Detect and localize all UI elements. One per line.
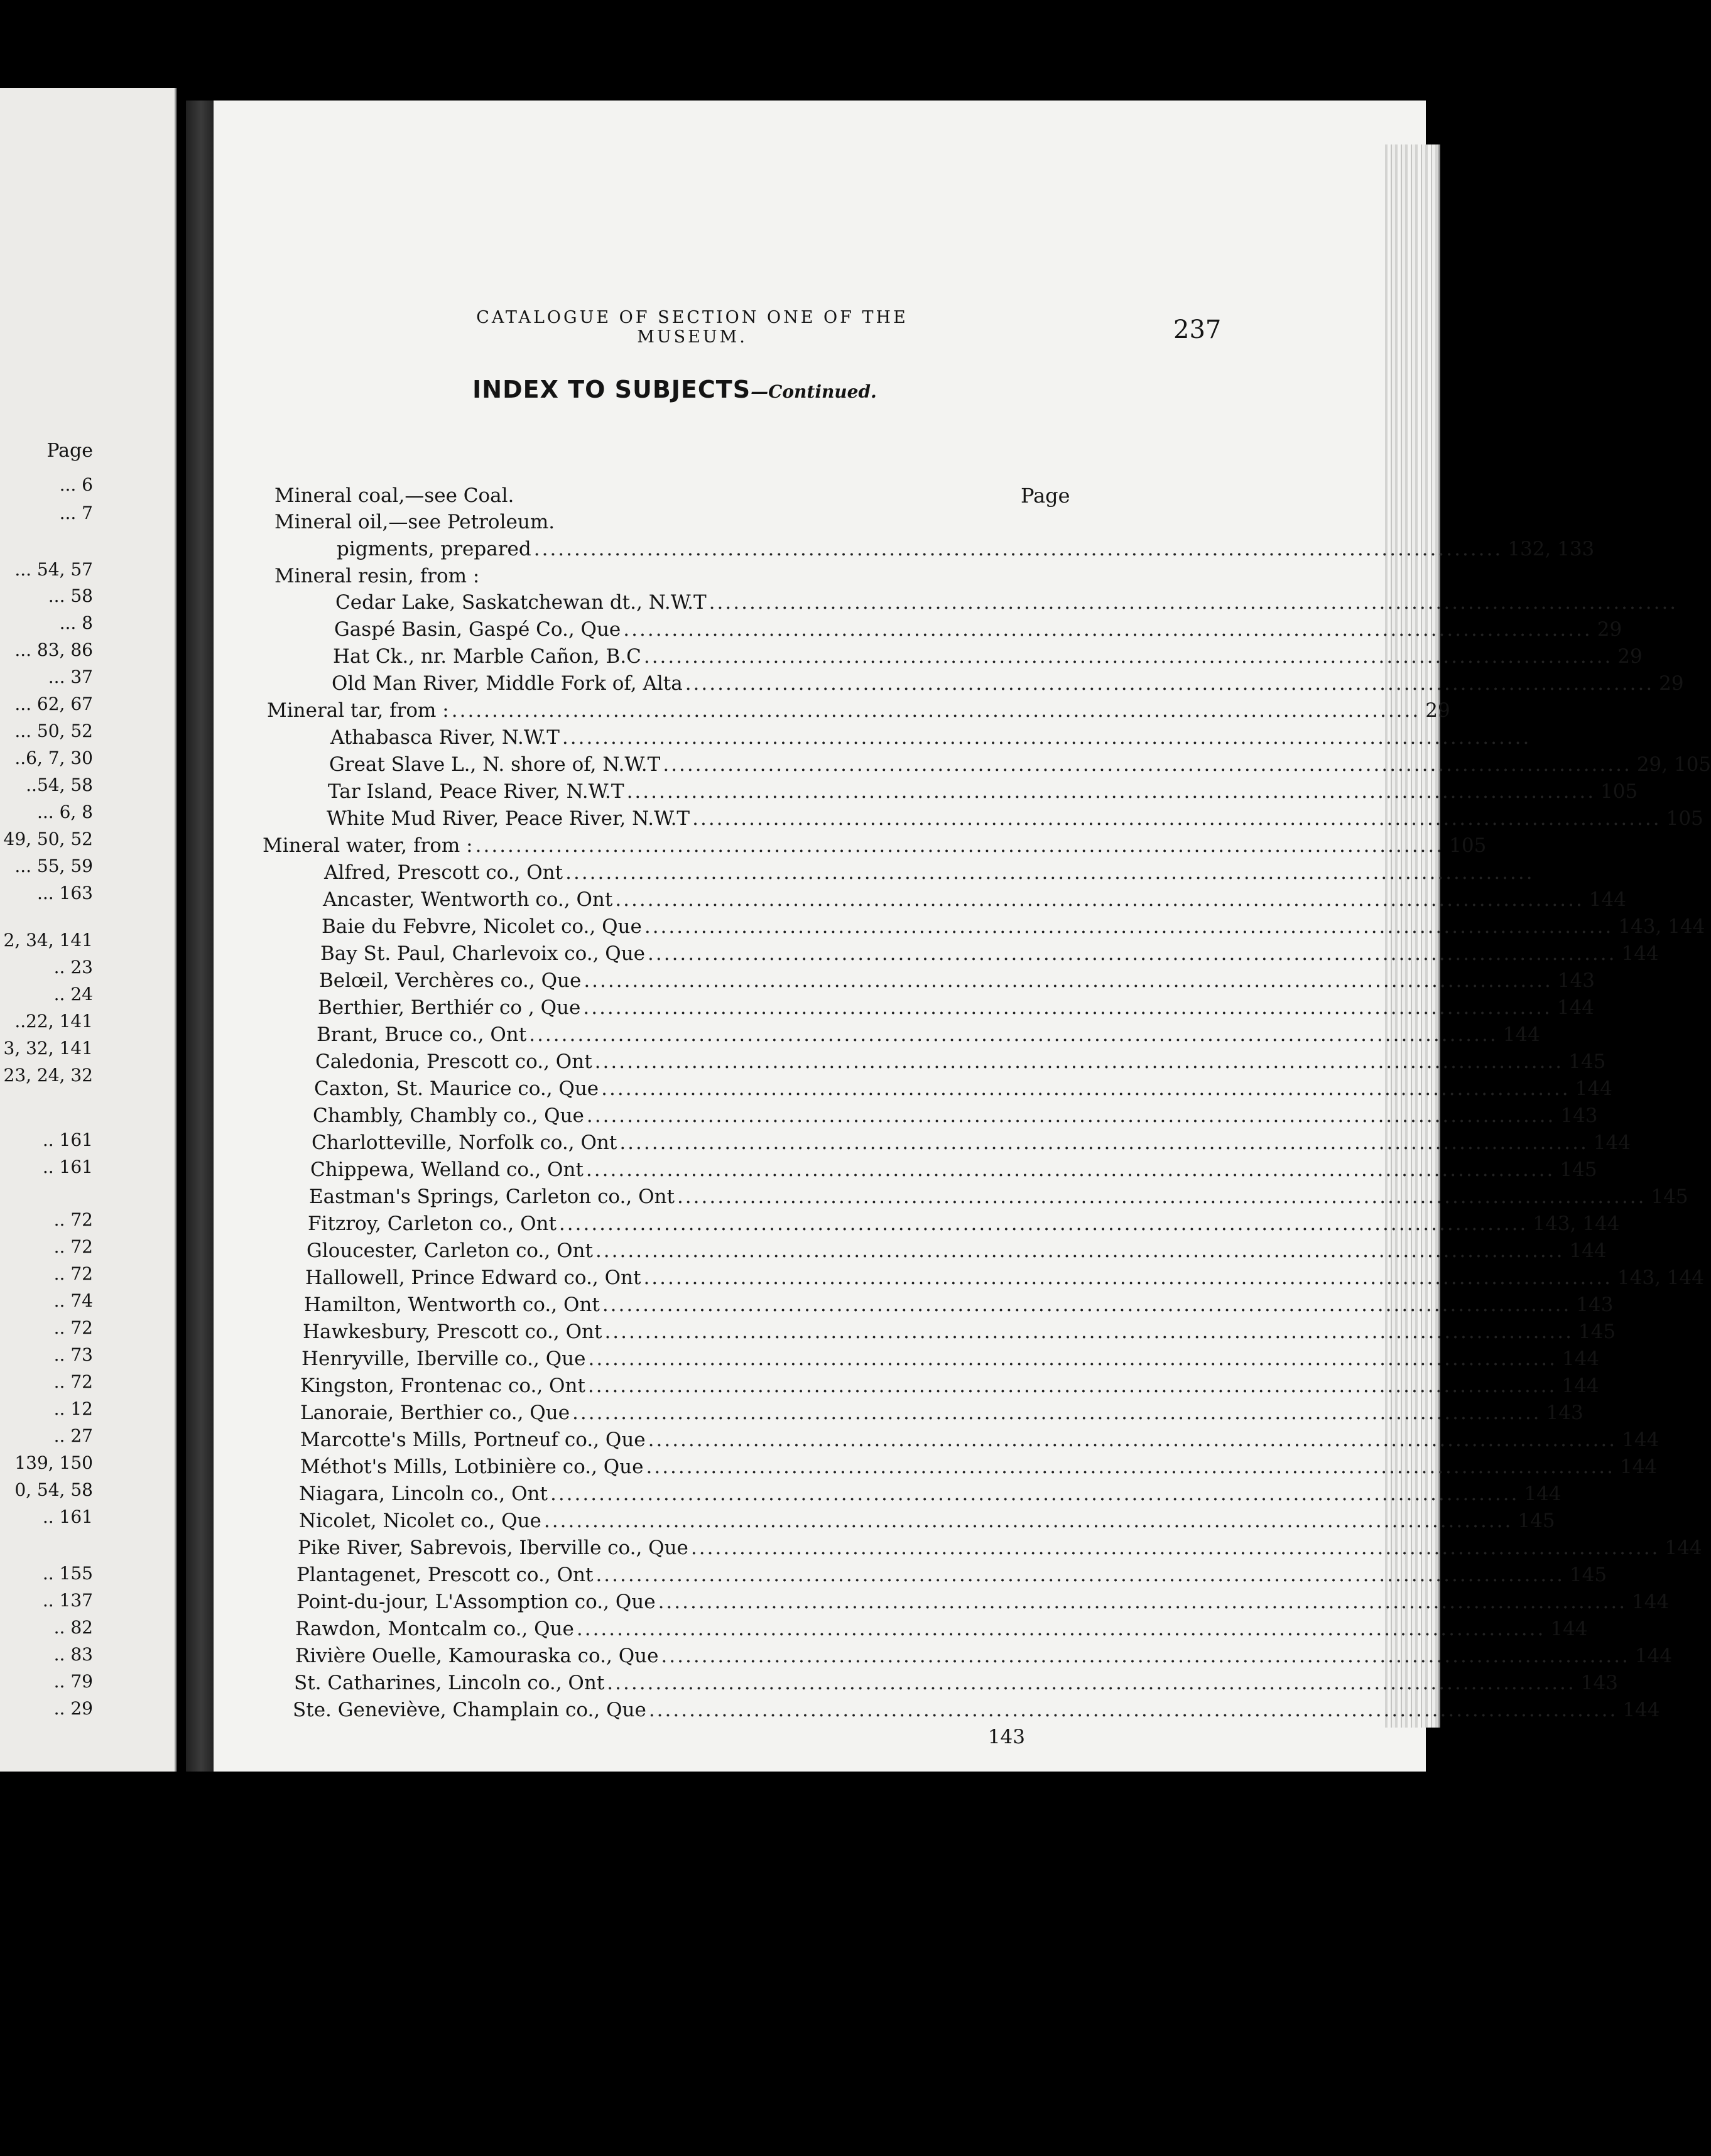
dot-leader: ........................................................................................................................ <box>550 1483 1519 1505</box>
index-entry-page: 144 <box>1569 1239 1607 1262</box>
index-entry-label: Henryville, Iberville co., Que <box>301 1348 586 1370</box>
index-entry-page: 144 <box>1622 1429 1659 1451</box>
index-entry <box>300 1401 1583 1426</box>
index-entry-page: 143 <box>1560 1104 1598 1127</box>
index-entry <box>315 1050 1606 1075</box>
facing-page-row: .. 72 <box>53 1317 93 1338</box>
index-entry-page: 145 <box>1568 1050 1606 1073</box>
index-entry-page: 143 <box>1580 1672 1618 1694</box>
dot-leader: ........................................................................................................................ <box>644 915 1614 938</box>
index-entry-label: Bay St. Paul, Charlevoix co., Que <box>320 942 646 965</box>
index-entry <box>337 537 1595 562</box>
facing-page-row: .. 23 <box>53 957 93 977</box>
index-entry <box>309 1185 1688 1210</box>
facing-page-row: .. 27 <box>53 1425 93 1446</box>
index-entry-page: 145 <box>1569 1564 1607 1586</box>
dot-leader: ........................................................................................................................ <box>643 1266 1612 1289</box>
facing-page-row: 0, 54, 58 <box>14 1479 93 1500</box>
index-entry-page: 144 <box>1619 1456 1658 1478</box>
index-entry <box>299 1509 1555 1534</box>
index-entry-page: 145 <box>1651 1185 1688 1208</box>
dot-leader: ........................................................................................................................ <box>607 1672 1576 1694</box>
dot-leader: ........................................................................................................................ <box>648 1699 1618 1721</box>
dot-leader: ........................................................................................................................ <box>623 618 1592 641</box>
facing-page-row: .. 72 <box>53 1209 93 1230</box>
index-entry-label: Baie du Febvre, Nicolet co., Que <box>322 915 642 938</box>
index-entry-page: 143, 144 <box>1533 1212 1620 1235</box>
index-entry <box>318 996 1595 1021</box>
index-entry-label: St. Catharines, Lincoln co., Ont <box>294 1672 605 1694</box>
facing-page-row: ... 62, 67 <box>14 694 93 714</box>
index-entry-page: 143 <box>1557 969 1595 992</box>
dot-leader: ........................................................................................................................ <box>619 1131 1589 1154</box>
index-entry <box>274 510 1033 535</box>
dot-leader: ........................................................................................................................ <box>643 645 1613 668</box>
index-entry-page: 29 <box>1659 672 1684 695</box>
index-entry-label: Pike River, Sabrevois, Iberville co., Que <box>298 1537 688 1559</box>
index-entry <box>296 1590 1670 1615</box>
facing-page-row: 2, 34, 141 <box>3 930 93 950</box>
index-entry <box>274 564 1060 589</box>
index-entry-label: Point-du-jour, L'Assomption co., Que <box>296 1591 656 1613</box>
index-entry <box>304 1293 1614 1318</box>
facing-page-row: 3, 32, 141 <box>3 1038 93 1059</box>
index-entry-label: Mineral resin, from : <box>274 565 480 587</box>
index-entry <box>300 1428 1659 1453</box>
index-entry-page: 132, 133 <box>1507 538 1595 560</box>
index-entry <box>911 1725 1025 1750</box>
dot-leader: ........................................................................................................................ <box>648 942 1617 965</box>
index-entry-label: Berthier, Berthiér co , Que <box>318 996 581 1019</box>
index-entry-label: Gloucester, Carleton co., Ont <box>307 1239 593 1262</box>
index-entry-label: Cedar Lake, Saskatchewan dt., N.W.T <box>335 591 707 614</box>
index-entry <box>274 484 1033 509</box>
index-entry-label: Marcotte's Mills, Portneuf co., Que <box>300 1429 646 1451</box>
index-entry <box>307 1239 1607 1264</box>
index-entry-page: 144 <box>1622 1699 1660 1721</box>
index-entry-page: 29 <box>1425 699 1450 722</box>
index-entry <box>333 645 1643 670</box>
page-number: 237 <box>1173 315 1222 344</box>
dot-leader: ........................................................................................................................ <box>690 1537 1660 1559</box>
dot-leader: ........................................................................................................................ <box>615 888 1584 911</box>
dot-leader: ........................................................................................................................ <box>584 969 1553 992</box>
dot-leader: ........................................................................................................................ <box>626 780 1596 803</box>
index-entry-page: 144 <box>1562 1348 1600 1370</box>
index-entry-label: Hallowell, Prince Edward co., Ont <box>305 1266 641 1289</box>
index-entry-label: White Mud River, Peace River, N.W.T <box>327 807 690 830</box>
index-entry-label: Old Man River, Middle Fork of, Alta <box>332 672 683 695</box>
facing-page-row: .. 155 <box>42 1563 93 1584</box>
dot-leader: ........................................................................................................................ <box>594 1050 1564 1073</box>
index-entry-label: Hamilton, Wentworth co., Ont <box>304 1293 600 1316</box>
facing-page-row: .. 72 <box>53 1236 93 1257</box>
dot-leader: ........................................................................................................................ <box>565 861 1534 884</box>
index-entry <box>324 861 1534 886</box>
index-entry <box>334 618 1622 643</box>
dot-leader: ........................................................................................................................ <box>529 1023 1498 1046</box>
index-entry-label: Chambly, Chambly co., Que <box>313 1104 584 1127</box>
index-entry-page: 144 <box>1562 1375 1599 1397</box>
index-entry-page: 29, 105 <box>1636 753 1711 776</box>
index-entry-page: 105 <box>1449 834 1487 857</box>
index-entry-page: 144 <box>1524 1483 1562 1505</box>
index-entry-label: Brant, Bruce co., Ont <box>317 1023 527 1046</box>
index-entry-label: Lanoraie, Berthier co., Que <box>300 1402 570 1424</box>
facing-page-row: .. 72 <box>53 1263 93 1284</box>
index-entry-label: Ste. Geneviève, Champlain co., Que <box>293 1699 646 1721</box>
index-entry <box>303 1320 1616 1345</box>
running-head: CATALOGUE OF SECTION ONE OF THE MUSEUM. <box>476 308 908 347</box>
index-entry-page: 143, 144 <box>1617 1266 1704 1289</box>
index-entry-label: Niagara, Lincoln co., Ont <box>299 1483 548 1505</box>
facing-page-row: .. 29 <box>53 1698 93 1719</box>
facing-page-row: .. 161 <box>42 1506 93 1527</box>
facing-page-row: ... 163 <box>36 883 93 903</box>
index-entry <box>263 834 1487 859</box>
dot-leader: ........................................................................................................................ <box>709 591 1678 614</box>
index-entry-page: 144 <box>1665 1537 1702 1559</box>
index-entry <box>317 1023 1540 1048</box>
index-entry <box>305 1266 1704 1291</box>
facing-page-row: ..6, 7, 30 <box>14 748 93 768</box>
index-entry-label: pigments, prepared <box>337 538 531 560</box>
index-entry <box>295 1617 1588 1642</box>
dot-leader: ........................................................................................................................ <box>646 1456 1615 1478</box>
facing-page-row: .. 73 <box>53 1344 93 1365</box>
index-entry-page: 144 <box>1502 1023 1540 1046</box>
index-entry-label: Plantagenet, Prescott co., Ont <box>296 1564 594 1586</box>
dot-leader: ........................................................................................................................ <box>602 1293 1572 1316</box>
index-entry <box>323 888 1626 913</box>
index-entry-label: Chippewa, Welland co., Ont <box>310 1158 584 1181</box>
index-entry <box>328 780 1638 805</box>
index-entry <box>335 591 1678 616</box>
facing-page-row: .. 79 <box>53 1671 93 1692</box>
index-entry-page: 29 <box>1597 618 1622 641</box>
index-entry-page: 143 <box>1546 1402 1583 1424</box>
facing-page-row: .. 161 <box>42 1157 93 1177</box>
facing-page-row: ... 50, 52 <box>14 721 93 741</box>
facing-page-row: ... 37 <box>48 667 93 687</box>
index-entry <box>332 672 1684 697</box>
dot-leader: ........................................................................................................................ <box>595 1564 1565 1586</box>
facing-page-row: .. 74 <box>53 1290 93 1311</box>
index-entry-page: 143 <box>1576 1293 1614 1316</box>
facing-page-row: .. 82 <box>53 1617 93 1638</box>
facing-page-row: ... 54, 57 <box>14 559 93 580</box>
index-entry-page: 144 <box>1634 1645 1673 1667</box>
facing-page-row: 139, 150 <box>14 1452 93 1473</box>
index-entry-label: Mineral tar, from : <box>267 699 449 722</box>
facing-page-row: ..22, 141 <box>14 1011 93 1032</box>
dot-leader: ........................................................................................................................ <box>601 1077 1570 1100</box>
index-entry-label: Athabasca River, N.W.T <box>330 726 560 749</box>
index-entry <box>310 1158 1597 1183</box>
index-entry-page: 144 <box>1632 1591 1670 1613</box>
index-entry <box>296 1563 1607 1588</box>
dot-leader: ........................................................................................................................ <box>572 1402 1541 1424</box>
index-entry-page: 29 <box>1617 645 1643 668</box>
dot-leader: ........................................................................................................................ <box>475 834 1445 857</box>
dot-leader: ........................................................................................................................ <box>676 1185 1646 1208</box>
index-entry <box>329 753 1711 778</box>
dot-leader: ........................................................................................................................ <box>663 753 1632 776</box>
index-entry-label: Eastman's Springs, Carleton co., Ont <box>309 1185 675 1208</box>
index-entry-label: Mineral oil,—see Petroleum. <box>274 511 555 533</box>
index-entry <box>330 726 1531 751</box>
index-entry-label: Hawkesbury, Prescott co., Ont <box>303 1320 602 1343</box>
facing-page-row: ... 83, 86 <box>14 640 93 660</box>
index-entry <box>267 699 1450 724</box>
facing-page-row: ... 7 <box>59 503 93 523</box>
index-entry-label: Charlotteville, Norfolk co., Ont <box>312 1131 617 1154</box>
dot-leader: ........................................................................................................................ <box>451 699 1421 722</box>
index-entry-page: 144 <box>1621 942 1659 965</box>
index-entry-label: Mineral coal,—see Coal. <box>274 484 514 507</box>
index-entry-page: 145 <box>1560 1158 1597 1181</box>
page-column-heading: Page <box>1021 484 1070 508</box>
index-entry <box>298 1536 1702 1561</box>
index-entry-page: 105 <box>1600 780 1638 803</box>
facing-page-row: ... 58 <box>48 585 93 606</box>
facing-page-row: ..54, 58 <box>26 775 93 795</box>
index-entry-label: Kingston, Frontenac co., Ont <box>300 1375 585 1397</box>
dot-leader: ........................................................................................................................ <box>648 1429 1617 1451</box>
index-entry-label: Belœil, Verchères co., Que <box>319 969 582 992</box>
index-entry-label: Ancaster, Wentworth co., Ont <box>323 888 613 911</box>
facing-page-row: .. 24 <box>53 984 93 1004</box>
facing-page-row: .. 83 <box>53 1644 93 1665</box>
index-entry-label: Caxton, St. Maurice co., Que <box>314 1077 599 1100</box>
facing-page-column-heading: Page <box>46 440 93 462</box>
dot-leader: ........................................................................................................................ <box>588 1348 1557 1370</box>
dot-leader: ........................................................................................................................ <box>583 996 1552 1019</box>
index-entry-label: Mineral water, from : <box>263 834 473 857</box>
index-entry-page: 145 <box>1578 1320 1616 1343</box>
facing-page-row: .. 137 <box>42 1590 93 1611</box>
index-entry <box>299 1482 1562 1507</box>
index-entry-label: Hat Ck., nr. Marble Cañon, B.C <box>333 645 641 668</box>
index-entry-label: Nicolet, Nicolet co., Que <box>299 1510 541 1532</box>
index-entry-label: Alfred, Prescott co., Ont <box>324 861 563 884</box>
index-entry <box>295 1644 1673 1669</box>
index-entry-page: 144 <box>1550 1618 1588 1640</box>
facing-page-row: .. 12 <box>53 1398 93 1419</box>
index-entry <box>322 915 1705 940</box>
index-entry-label: Rawdon, Montcalm co., Que <box>295 1618 574 1640</box>
index-title-text: INDEX TO SUBJECTS <box>472 376 751 403</box>
index-entry <box>314 1077 1612 1102</box>
index-entry <box>293 1698 1660 1723</box>
index-entry-label: Tar Island, Peace River, N.W.T <box>328 780 624 803</box>
dot-leader: ........................................................................................................................ <box>595 1239 1565 1262</box>
dot-leader: ........................................................................................................................ <box>685 672 1654 695</box>
index-entry-page: 144 <box>1589 888 1626 911</box>
dot-leader: ........................................................................................................................ <box>586 1104 1556 1127</box>
index-entry-label: Great Slave L., N. shore of, N.W.T <box>329 753 661 776</box>
dot-leader: ........................................................................................................................ <box>562 726 1531 749</box>
index-entry-page: 144 <box>1575 1077 1612 1100</box>
index-entry-page: 144 <box>1593 1131 1631 1154</box>
dot-leader: ........................................................................................................................ <box>658 1591 1627 1613</box>
dot-leader: ........................................................................................................................ <box>604 1320 1573 1343</box>
index-entry-page: 145 <box>1518 1510 1555 1532</box>
index-entry-page: 105 <box>1666 807 1703 830</box>
index-entry-page: 144 <box>1556 996 1595 1019</box>
dot-leader: ........................................................................................................................ <box>692 807 1661 830</box>
index-entry <box>312 1131 1631 1156</box>
index-title-continued: —Continued. <box>751 381 877 402</box>
index-entry <box>294 1671 1618 1696</box>
dot-leader: ........................................................................................................................ <box>587 1375 1557 1397</box>
index-entry <box>308 1212 1620 1237</box>
facing-page-row: ... 6, 8 <box>36 802 93 822</box>
facing-page-row: .. 72 <box>53 1371 93 1392</box>
facing-page-row: 23, 24, 32 <box>3 1065 93 1086</box>
facing-page-row: ... 55, 59 <box>14 856 93 876</box>
dot-leader: ........................................................................................................................ <box>558 1212 1528 1235</box>
index-entry <box>327 807 1703 832</box>
dot-leader: ........................................................................................................................ <box>576 1618 1546 1640</box>
facing-page-row: ... 6 <box>59 474 93 495</box>
index-entry <box>300 1374 1599 1399</box>
index-entry-page: 143, 144 <box>1618 915 1705 938</box>
index-entry-label: Méthot's Mills, Lotbinière co., Que <box>300 1456 644 1478</box>
index-entry <box>301 1347 1600 1372</box>
facing-page-row: ... 8 <box>59 612 93 633</box>
dot-leader: ........................................................................................................................ <box>533 538 1503 560</box>
index-entry-label: Rivière Ouelle, Kamouraska co., Que <box>295 1645 659 1667</box>
dot-leader: ........................................................................................................................ <box>661 1645 1630 1667</box>
index-entry-label: Caledonia, Prescott co., Ont <box>315 1050 592 1073</box>
index-entry-label: Gaspé Basin, Gaspé Co., Que <box>334 618 621 641</box>
index-entry <box>300 1455 1658 1480</box>
index-entry-label: Fitzroy, Carleton co., Ont <box>308 1212 557 1235</box>
index-entry-page: 143 <box>987 1726 1025 1748</box>
dot-leader: ........................................................................................................................ <box>585 1158 1555 1181</box>
facing-page-row: 49, 50, 52 <box>3 829 93 849</box>
index-entry <box>313 1104 1598 1129</box>
index-entry <box>320 942 1659 967</box>
dot-leader: ........................................................................................................................ <box>543 1510 1513 1532</box>
index-entry <box>319 969 1595 994</box>
facing-page-row: .. 161 <box>42 1130 93 1150</box>
